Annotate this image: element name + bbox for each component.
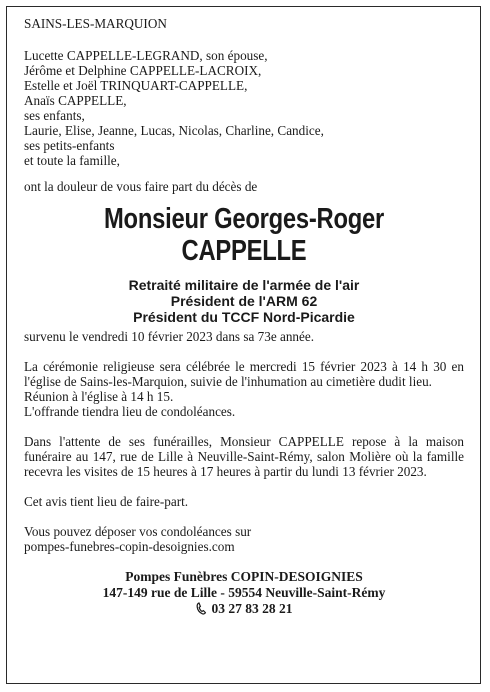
company-phone[interactable]: 03 27 83 28 21 (211, 601, 293, 616)
ceremony-text: La cérémonie religieuse sera célébrée le mercredi 15 février 2023 à 14 h 30 en l'église de Sains-les-Marquion, suivie de l'inhumation au cimetière dudit lieu. (24, 359, 464, 389)
funeral-home-paragraph: Dans l'attente de ses funérailles, Monsieur CAPPELLE repose à la maison funéraire au 147, rue de Lille à Neuville-Saint-Rémy, salon Molière où la famille recevra les visites de 15 heures à 17 heures à partir du lundi 13 février 2023. (24, 434, 464, 479)
funeral-home-footer (24, 569, 464, 617)
family-line: Laurie, Elise, Jeanne, Lucas, Nicolas, Charline, Candice, (24, 123, 324, 138)
condolences-line: Vous pouvez déposer vos condoléances sur (24, 524, 252, 539)
ceremony-meeting: Réunion à l'église à 14 h 15. (24, 389, 174, 404)
family-line: ses enfants, (24, 108, 85, 123)
family-line: ses petits-enfants (24, 138, 115, 153)
obituary-notice (24, 16, 464, 617)
death-notice: survenu le vendredi 10 février 2023 dans sa 73e année. (24, 329, 315, 344)
company-phone-line (24, 601, 464, 617)
town-name: SAINS-LES-MARQUION (24, 16, 167, 31)
title-line: Président du TCCF Nord-Picardie (133, 309, 355, 325)
title-line: Retraité militaire de l'armée de l'air (128, 277, 360, 293)
family-list (24, 48, 464, 168)
condolences-section (24, 524, 464, 554)
company-name: Pompes Funèbres COPIN-DESOIGNIES (125, 569, 363, 584)
phone-icon (196, 602, 207, 615)
deceased-name (64, 203, 425, 267)
family-line: Jérôme et Delphine CAPPELLE-LACROIX, (24, 63, 262, 78)
ceremony-offering: L'offrande tiendra lieu de condoléances. (24, 404, 236, 419)
title-line: Président de l'ARM 62 (170, 293, 318, 309)
deceased-name-line2: CAPPELLE (181, 235, 307, 267)
family-line: Lucette CAPPELLE-LEGRAND, son épouse, (24, 48, 268, 63)
notice-line: Cet avis tient lieu de faire-part. (24, 494, 189, 509)
company-address: 147-149 rue de Lille - 59554 Neuville-Saint-Rémy (102, 585, 386, 600)
deceased-name-line1: Monsieur Georges-Roger (103, 203, 385, 235)
family-line: et toute la famille, (24, 153, 120, 168)
condolences-website[interactable]: pompes-funebres-copin-desoignies.com (24, 539, 235, 554)
ceremony-section (24, 359, 464, 419)
family-line: Anaïs CAPPELLE, (24, 93, 127, 108)
deceased-titles (24, 277, 464, 325)
announcement: ont la douleur de vous faire part du décès de (24, 179, 258, 194)
family-line: Estelle et Joël TRINQUART-CAPPELLE, (24, 78, 248, 93)
